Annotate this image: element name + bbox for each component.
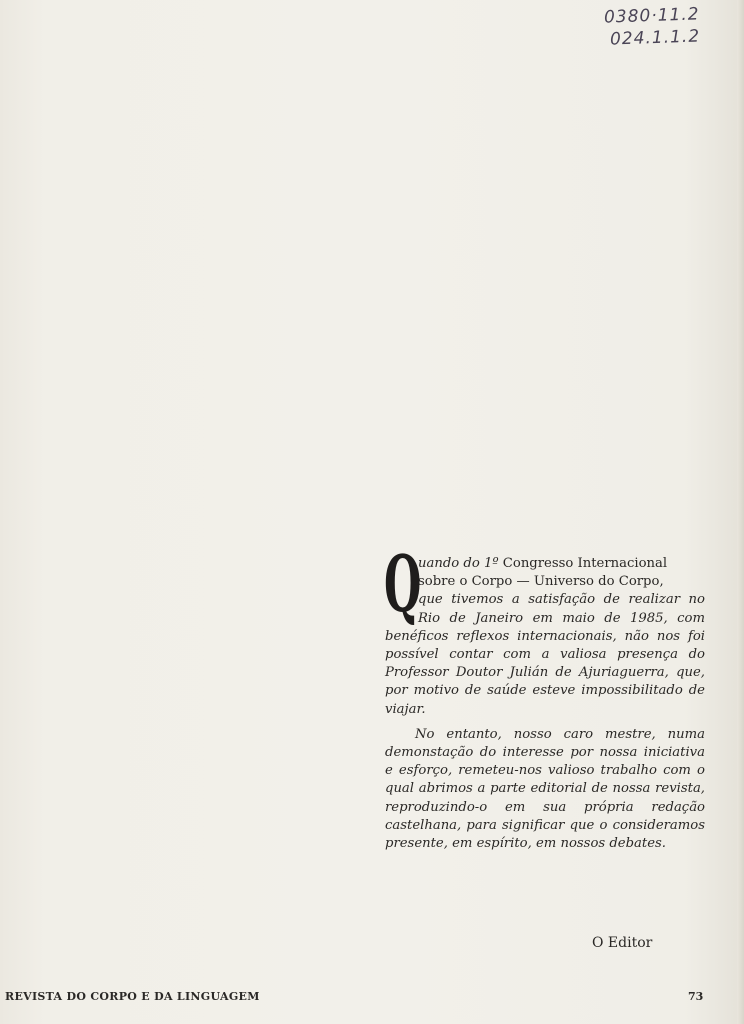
paragraph-1-body: que tivemos a satisfação de realizar no Rio de Janeiro em maio de 1985, com benéficos reflexos internacionais, não nos foi possível contar com a valiosa presença do Professor Doutor Julián de Ajuriaguerra, que, por motivo de saúde esteve impossibilitado de viajar. (385, 592, 705, 717)
handwritten-archive-ref-1: 0380·11.2 (604, 4, 701, 28)
editorial-text (384, 539, 705, 853)
paragraph-2: No entanto, nosso caro mestre, numa demonstação do interesse por nossa iniciativa e esforço, remeteu-nos valioso trabalho com o qual abrimos a parte editorial de nossa revista, reproduzindo-o em sua própria redação castelhana, para significar que o consideramos presente, em espírito, em nossos debates. (385, 726, 705, 852)
editor-signature: O Editor (592, 935, 653, 951)
paragraph-1 (384, 539, 705, 719)
handwritten-archive-ref-2: 024.1.1.2 (609, 26, 701, 50)
journal-title-footer: REVISTA DO CORPO E DA LINGUAGEM (5, 990, 260, 1003)
drop-cap: Q (384, 539, 422, 630)
page-number: 73 (688, 990, 704, 1003)
paragraph-1-second-line: sobre o Corpo — Universo do Corpo, (418, 574, 664, 590)
page-edge (737, 0, 744, 1024)
paragraph-1-first-line: uando do 1º Congresso Internacional (418, 556, 668, 571)
